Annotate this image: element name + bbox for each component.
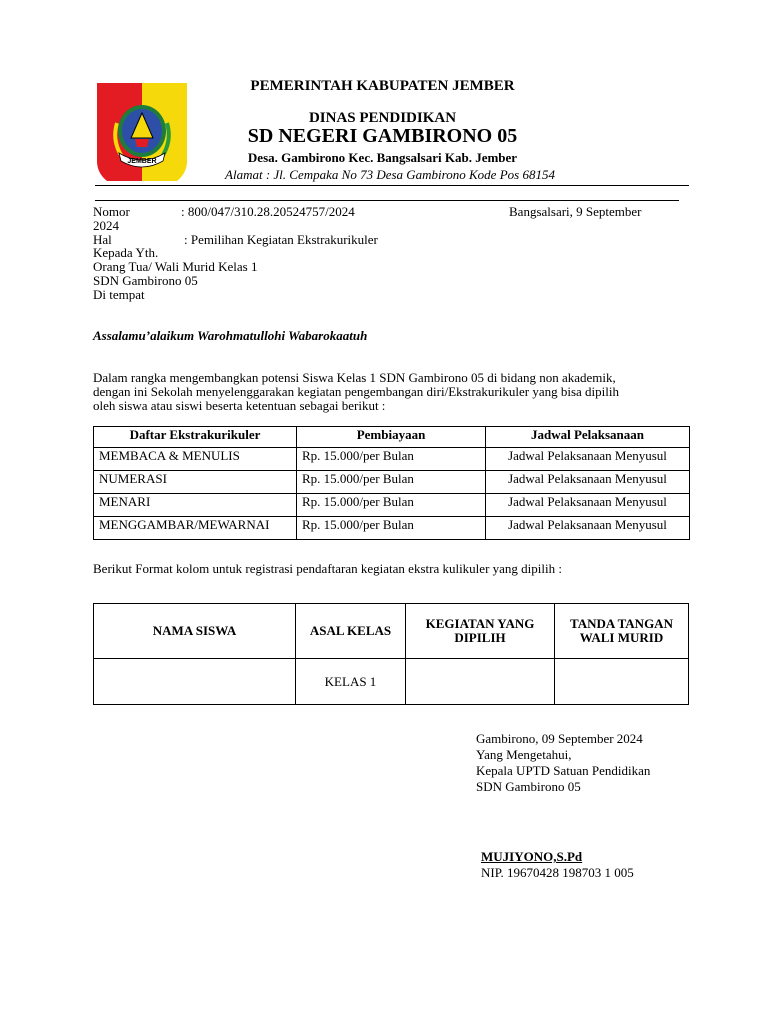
- penerima-1: Orang Tua/ Wali Murid Kelas 1: [93, 259, 258, 274]
- body-line-2: dengan ini Sekolah menyelenggarakan kegiatan pengembangan diri/Ekstrakurikuler yang bisa dipilih: [93, 384, 619, 399]
- ttd-tanggal: Gambirono, 09 September 2024: [476, 731, 643, 746]
- cell-biaya: Rp. 15.000/per Bulan: [297, 471, 486, 494]
- ttd-nip: NIP. 19670428 198703 1 005: [481, 865, 634, 880]
- body-line-1: Dalam rangka mengembangkan potensi Siswa Kelas 1 SDN Gambirono 05 di bidang non akademik,: [93, 370, 616, 385]
- kop-sekolah: SD NEGERI GAMBIRONO 05: [247, 125, 518, 147]
- cell-ekstra: NUMERASI: [94, 471, 297, 494]
- cell-asal-kelas: KELAS 1: [296, 659, 406, 705]
- col-header-kegiatan: KEGIATAN YANG DIPILIH: [406, 604, 555, 659]
- body-line-4: Berikut Format kolom untuk registrasi pendaftaran kegiatan ekstra kulikuler yang dipilih :: [93, 561, 562, 576]
- table-row: [94, 448, 690, 471]
- cell-ekstra: MENGGAMBAR/MEWARNAI: [94, 517, 297, 540]
- nomor-value: : 800/047/310.28.20524757/2024: [181, 204, 355, 219]
- registrasi-table: [93, 603, 689, 705]
- hal-value: : Pemilihan Kegiatan Ekstrakurikuler: [184, 232, 378, 247]
- input-tanda-tangan[interactable]: [555, 659, 689, 705]
- kepada-yth: Kepada Yth.: [93, 245, 159, 260]
- salam: Assalamu’alaikum Warohmatullohi Wabarokaatuh: [93, 328, 368, 343]
- body-line-3: oleh siswa atau siswi beserta ketentuan sebagai berikut :: [93, 398, 386, 413]
- col-header-pembiayaan: Pembiayaan: [297, 427, 486, 448]
- cell-biaya: Rp. 15.000/per Bulan: [297, 494, 486, 517]
- ttd-sekolah: SDN Gambirono 05: [476, 779, 581, 794]
- table-row: [94, 494, 690, 517]
- cell-jadwal: Jadwal Pelaksanaan Menyusul: [486, 471, 690, 494]
- kop-dinas: DINAS PENDIDIKAN: [308, 110, 457, 126]
- cell-jadwal: Jadwal Pelaksanaan Menyusul: [486, 494, 690, 517]
- logo-text: JEMBER: [127, 158, 157, 165]
- cell-ekstra: MENARI: [94, 494, 297, 517]
- cell-biaya: Rp. 15.000/per Bulan: [297, 517, 486, 540]
- ttd-nama: MUJIYONO,S.Pd: [481, 849, 583, 864]
- ekstrakurikuler-table: [93, 426, 690, 540]
- kop-pemerintah: PEMERINTAH KABUPATEN JEMBER: [250, 78, 515, 94]
- table-header-row: [94, 427, 690, 448]
- col-header-daftar: Daftar Ekstrakurikuler: [94, 427, 297, 448]
- table-row: [94, 517, 690, 540]
- cell-jadwal: Jadwal Pelaksanaan Menyusul: [486, 517, 690, 540]
- col-header-jadwal: Jadwal Pelaksanaan: [486, 427, 690, 448]
- cell-jadwal: Jadwal Pelaksanaan Menyusul: [486, 448, 690, 471]
- header-rule-top: [95, 185, 689, 186]
- hal-label: Hal: [93, 232, 112, 247]
- di-tempat: Di tempat: [93, 287, 145, 302]
- kop-desa: Desa. Gambirono Kec. Bangsalsari Kab. Jember: [247, 150, 518, 165]
- nomor-label: Nomor: [93, 204, 130, 219]
- cell-biaya: Rp. 15.000/per Bulan: [297, 448, 486, 471]
- header-rule-bottom: [95, 200, 679, 201]
- ttd-mengetahui: Yang Mengetahui,: [476, 747, 572, 762]
- table-row: [94, 471, 690, 494]
- col-header-kelas: ASAL KELAS: [296, 604, 406, 659]
- kop-alamat: Alamat : Jl. Cempaka No 73 Desa Gambirono Kode Pos 68154: [225, 167, 555, 182]
- tempat-tanggal: Bangsalsari, 9 September: [509, 204, 642, 219]
- col-header-ttd: TANDA TANGAN WALI MURID: [555, 604, 689, 659]
- col-header-nama: NAMA SISWA: [94, 604, 296, 659]
- ttd-jabatan: Kepala UPTD Satuan Pendidikan: [476, 763, 651, 778]
- input-kegiatan[interactable]: [406, 659, 555, 705]
- reg-row: [94, 659, 689, 705]
- reg-header-row: [94, 604, 689, 659]
- input-nama-siswa[interactable]: [94, 659, 296, 705]
- cell-ekstra: MEMBACA & MENULIS: [94, 448, 297, 471]
- nomor-wrap: 2024: [93, 218, 119, 233]
- penerima-2: SDN Gambirono 05: [93, 273, 198, 288]
